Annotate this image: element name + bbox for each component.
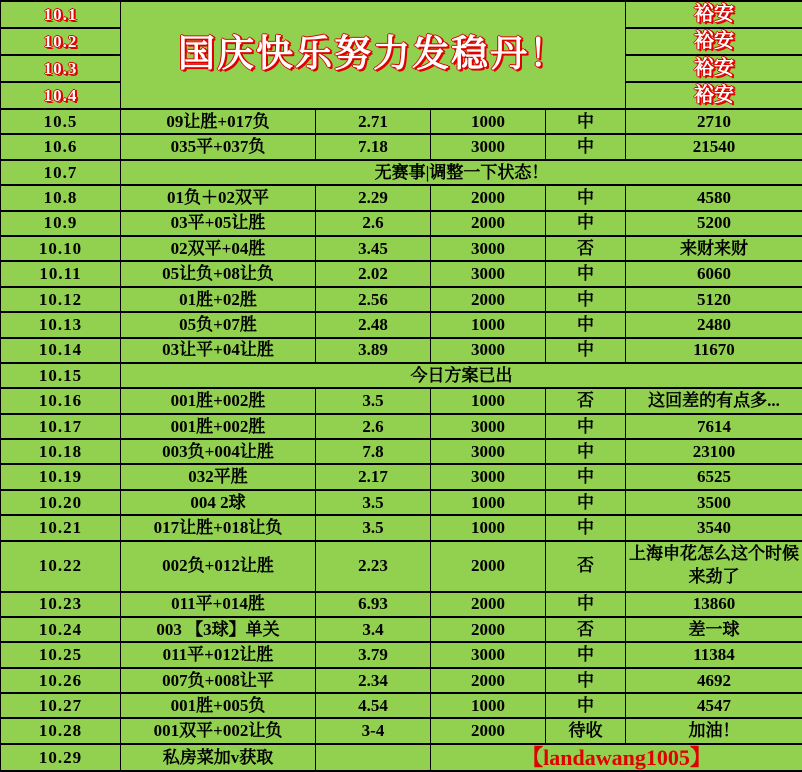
payout-cell: 5200 [626,211,802,236]
result-cell: 中 [546,261,626,286]
result-cell: 待收 [546,718,626,743]
stake-cell: 2000 [431,592,546,617]
stake-cell: 3000 [431,414,546,439]
payout-cell: 4547 [626,693,802,718]
stake-cell: 3000 [431,261,546,286]
odds-cell: 2.02 [316,261,431,286]
odds-cell: 2.29 [316,185,431,210]
stake-cell: 1000 [431,693,546,718]
table-row [1,464,802,489]
stake-cell: 1000 [431,490,546,515]
plan-cell: 003负+004让胜 [121,439,316,464]
date-cell: 10.16 [1,388,121,413]
result-cell: 中 [546,109,626,134]
payout-cell: 6525 [626,464,802,489]
payout-cell: 4692 [626,668,802,693]
payout-cell: 11670 [626,338,802,363]
odds-cell: 3.79 [316,642,431,667]
stake-cell: 2000 [431,541,546,592]
plan-cell: 03让平+04让胜 [121,338,316,363]
table-row [1,261,802,286]
plan-cell: 01胜+02胜 [121,287,316,312]
payout-cell: 上海申花怎么这个时候来劲了 [626,541,802,592]
date-cell: 10.27 [1,693,121,718]
result-cell: 中 [546,693,626,718]
payout-cell: 13860 [626,592,802,617]
date-cell: 10.4 [1,82,121,109]
banner-title: 国庆快乐努力发稳丹！ [121,1,626,109]
plan-cell: 001双平+002让负 [121,718,316,743]
date-cell: 10.13 [1,312,121,337]
table-row [1,642,802,667]
table-row [1,338,802,363]
odds-cell: 3.89 [316,338,431,363]
stake-cell: 2000 [431,185,546,210]
plan-cell: 001胜+005负 [121,693,316,718]
table-row [1,185,802,210]
table-row [1,388,802,413]
plan-cell: 01负＋02双平 [121,185,316,210]
payout-cell: 11384 [626,642,802,667]
date-cell: 10.23 [1,592,121,617]
date-cell: 10.5 [1,109,121,134]
odds-cell: 3.45 [316,236,431,261]
date-cell: 10.24 [1,617,121,642]
date-cell: 10.17 [1,414,121,439]
date-cell: 10.29 [1,744,121,771]
date-cell: 10.9 [1,211,121,236]
date-cell: 10.8 [1,185,121,210]
table-row [1,515,802,540]
odds-cell: 2.17 [316,464,431,489]
plan-cell: 017让胜+018让负 [121,515,316,540]
date-cell: 10.19 [1,464,121,489]
odds-cell: 3.5 [316,515,431,540]
stake-cell: 2000 [431,211,546,236]
plan-cell: 05让负+08让负 [121,261,316,286]
result-cell: 中 [546,287,626,312]
odds-cell: 3.4 [316,617,431,642]
date-cell: 10.28 [1,718,121,743]
payout-cell: 加油！ [626,718,802,743]
date-cell: 10.22 [1,541,121,592]
date-cell: 10.25 [1,642,121,667]
table-row [1,1,802,28]
odds-cell: 7.8 [316,439,431,464]
result-cell: 中 [546,312,626,337]
table-row [1,744,802,771]
odds-cell: 2.56 [316,287,431,312]
stake-cell: 3000 [431,134,546,159]
stake-cell: 3000 [431,236,546,261]
result-cell: 中 [546,464,626,489]
date-cell: 10.11 [1,261,121,286]
payout-cell: 4580 [626,185,802,210]
table-row [1,718,802,743]
table-row [1,211,802,236]
odds-cell: 2.6 [316,211,431,236]
payout-cell: 来财来财 [626,236,802,261]
message-cell: 无赛事|调整一下状态！ [121,160,802,185]
stake-cell: 1000 [431,109,546,134]
date-cell: 10.12 [1,287,121,312]
stake-cell: 3000 [431,642,546,667]
stake-cell: 2000 [431,718,546,743]
contact-cell: 【landawang1005】 [431,744,802,771]
payout-cell: 2710 [626,109,802,134]
stake-cell: 1000 [431,515,546,540]
banner-tag: 裕安 [626,82,802,109]
result-cell: 否 [546,617,626,642]
stake-cell: 1000 [431,388,546,413]
result-cell: 中 [546,592,626,617]
table-row [1,668,802,693]
date-cell: 10.1 [1,1,121,28]
stake-cell: 3000 [431,338,546,363]
result-cell: 中 [546,668,626,693]
result-cell: 中 [546,515,626,540]
odds-cell: 4.54 [316,693,431,718]
table-row [1,541,802,592]
banner-tag: 裕安 [626,28,802,55]
payout-cell: 23100 [626,439,802,464]
date-cell: 10.21 [1,515,121,540]
payout-cell: 3500 [626,490,802,515]
plan-cell: 032平胜 [121,464,316,489]
payout-cell: 7614 [626,414,802,439]
table-row [1,592,802,617]
stake-cell: 1000 [431,312,546,337]
plan-cell: 002负+012让胜 [121,541,316,592]
plan-cell: 003 【3球】单关 [121,617,316,642]
table-row [1,617,802,642]
plan-cell: 09让胜+017负 [121,109,316,134]
payout-cell: 21540 [626,134,802,159]
odds-cell: 2.71 [316,109,431,134]
result-cell: 否 [546,236,626,261]
date-cell: 10.15 [1,363,121,388]
result-cell: 中 [546,185,626,210]
payout-cell: 差一球 [626,617,802,642]
date-cell: 10.7 [1,160,121,185]
table-row [1,109,802,134]
stake-cell: 2000 [431,668,546,693]
payout-cell: 3540 [626,515,802,540]
result-cell: 中 [546,134,626,159]
stake-cell: 3000 [431,464,546,489]
result-cell: 中 [546,338,626,363]
date-cell: 10.20 [1,490,121,515]
date-cell: 10.2 [1,28,121,55]
stake-cell: 2000 [431,617,546,642]
stake-cell: 3000 [431,439,546,464]
date-cell: 10.18 [1,439,121,464]
date-cell: 10.3 [1,55,121,82]
payout-cell: 这回差的有点多... [626,388,802,413]
odds-cell: 2.6 [316,414,431,439]
result-cell: 否 [546,388,626,413]
result-cell: 中 [546,490,626,515]
banner-tag: 裕安 [626,1,802,28]
plan-cell: 007负+008让平 [121,668,316,693]
odds-cell: 2.34 [316,668,431,693]
date-cell: 10.10 [1,236,121,261]
table-row [1,693,802,718]
message-cell: 今日方案已出 [121,363,802,388]
date-cell: 10.6 [1,134,121,159]
plan-cell: 011平+014胜 [121,592,316,617]
result-cell: 中 [546,642,626,667]
result-cell: 否 [546,541,626,592]
plan-cell: 001胜+002胜 [121,388,316,413]
odds-cell: 2.23 [316,541,431,592]
plan-cell: 011平+012让胜 [121,642,316,667]
result-cell: 中 [546,211,626,236]
table-row [1,312,802,337]
table-row [1,134,802,159]
table-row [1,160,802,185]
table-row [1,490,802,515]
plan-cell: 035平+037负 [121,134,316,159]
plan-cell: 02双平+04胜 [121,236,316,261]
date-cell: 10.26 [1,668,121,693]
plan-cell: 004 2球 [121,490,316,515]
empty-cell [316,744,431,771]
table-row [1,236,802,261]
result-cell: 中 [546,414,626,439]
stake-cell: 2000 [431,287,546,312]
table-row [1,414,802,439]
odds-cell: 3.5 [316,490,431,515]
table-row [1,439,802,464]
payout-cell: 6060 [626,261,802,286]
payout-cell: 5120 [626,287,802,312]
date-cell: 10.14 [1,338,121,363]
table-row [1,287,802,312]
banner-tag: 裕安 [626,55,802,82]
odds-cell: 7.18 [316,134,431,159]
plan-cell: 001胜+002胜 [121,414,316,439]
plan-cell: 05负+07胜 [121,312,316,337]
odds-cell: 6.93 [316,592,431,617]
odds-cell: 2.48 [316,312,431,337]
table-row [1,363,802,388]
payout-cell: 2480 [626,312,802,337]
plan-cell: 03平+05让胜 [121,211,316,236]
result-cell: 中 [546,439,626,464]
odds-cell: 3-4 [316,718,431,743]
odds-cell: 3.5 [316,388,431,413]
plan-cell: 私房菜加v获取 [121,744,316,771]
